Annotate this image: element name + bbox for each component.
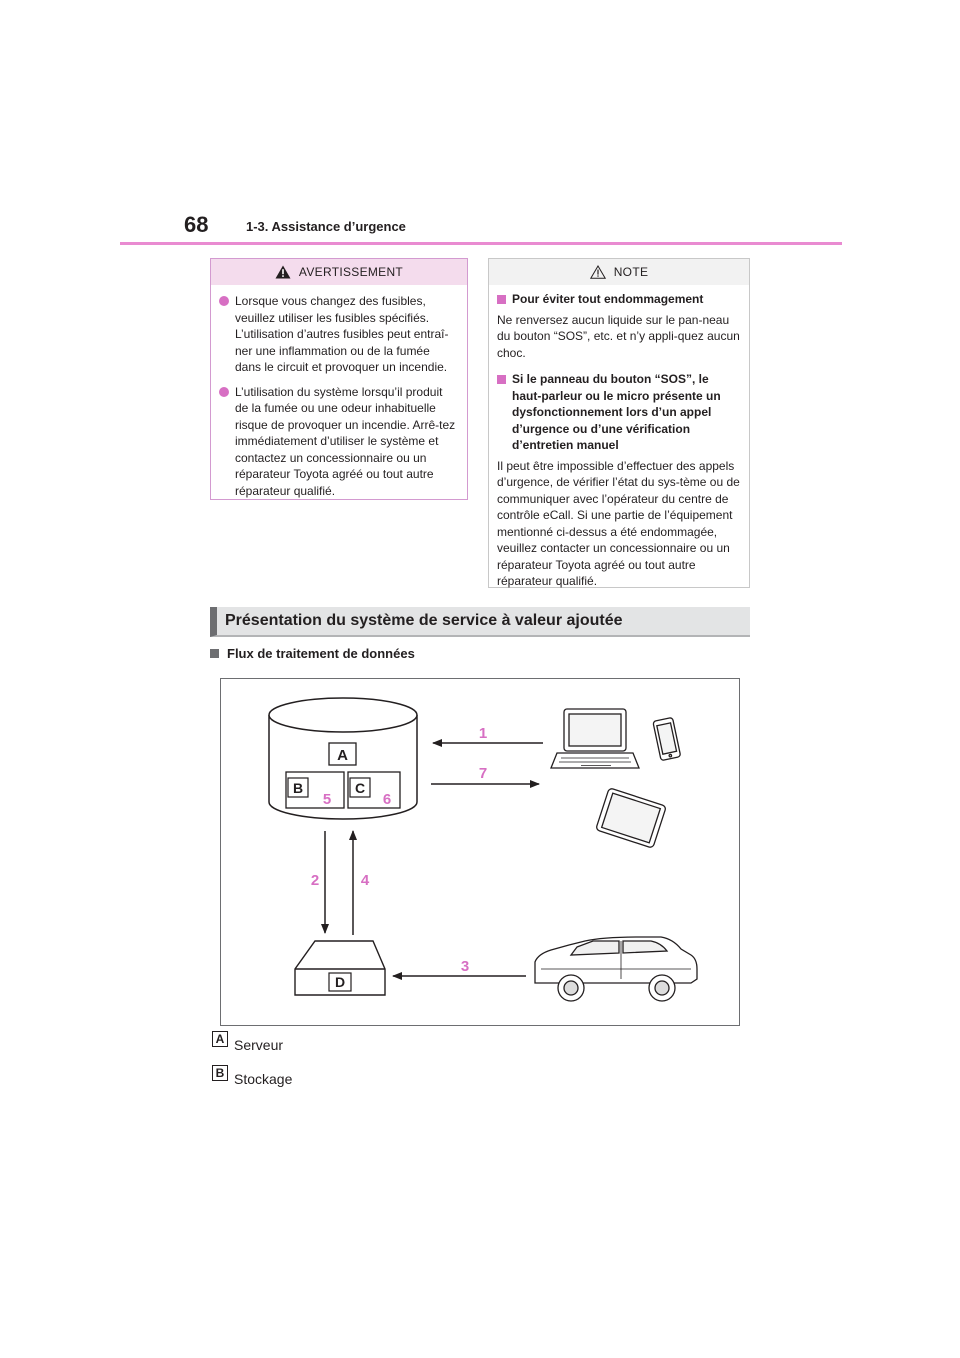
square-bullet-icon	[497, 375, 506, 384]
number-4: 4	[360, 872, 370, 889]
label-d: D	[334, 974, 346, 990]
number-2: 2	[310, 872, 320, 889]
note-subheading: Pour éviter tout endommagement	[497, 291, 741, 308]
warning-list	[217, 293, 459, 499]
warning-item-text: Lorsque vous changez des fusibles, veuillez utiliser les fusibles spécifiés. L’utilisation d’autres fusibles peut entraî-ner une inflammation ou de la fumée dans le circuit et provoquer un incendie.	[235, 294, 449, 374]
warning-item-text: L’utilisation du système lorsqu’il produit de la fumée ou une odeur inhabituelle risque de provoquer un incendie. Arrê-tez immédiatement d’utiliser le système et contactez un concessionnaire ou un réparateur Toyota agréé ou tout autre réparateur qualifié.	[235, 384, 456, 498]
page-number: 68	[184, 212, 209, 237]
section-title: Présentation du système de service à valeur ajoutée	[225, 612, 623, 629]
note-subheading: Si le panneau du bouton “SOS”, le haut-parleur ou le micro présente un dysfonctionnement lors d’un appel d’urgence ou d’une vérification d’entretien manuel	[497, 371, 741, 454]
square-bullet-icon	[497, 295, 506, 304]
number-5: 5	[322, 791, 332, 808]
number-3: 3	[460, 958, 470, 975]
note-paragraph: Ne renversez aucun liquide sur le pan-neau du bouton “SOS”, etc. et n’y appli-quez aucun choc.	[497, 312, 740, 360]
note-body	[489, 285, 749, 590]
subheading: Flux de traitement de données	[210, 646, 415, 661]
warning-box	[210, 258, 468, 500]
label-c: C	[354, 780, 366, 796]
caution-triangle-icon	[590, 265, 606, 279]
laptop-icon	[551, 709, 639, 768]
legend-text: Serveur	[234, 1037, 284, 1053]
label-b: B	[292, 780, 304, 796]
legend-key-b: B	[212, 1065, 228, 1081]
legend-item-storage	[212, 1066, 293, 1087]
warning-triangle-icon	[275, 265, 291, 279]
warning-item	[217, 293, 459, 376]
warning-title: AVERTISSEMENT	[298, 265, 404, 279]
smartphone-icon	[653, 717, 681, 760]
legend-item-server	[212, 1032, 284, 1053]
square-bullet-icon	[210, 649, 219, 658]
warning-header	[211, 259, 467, 285]
legend-key-a: A	[212, 1031, 228, 1047]
data-flow-diagram	[220, 678, 740, 1026]
note-box	[488, 258, 750, 588]
note-title: NOTE	[613, 265, 649, 279]
section-heading-bar	[210, 607, 750, 637]
number-7: 7	[478, 765, 488, 782]
warning-item	[217, 384, 459, 500]
header-divider	[120, 242, 842, 245]
number-6: 6	[382, 791, 392, 808]
diagram-canvas	[221, 679, 741, 1027]
bullet-icon	[219, 296, 229, 306]
chapter-title: 1-3. Assistance d’urgence	[246, 219, 406, 234]
bullet-icon	[219, 387, 229, 397]
label-a: A	[337, 747, 348, 764]
car-icon	[535, 937, 697, 1001]
note-paragraph: Il peut être impossible d’effectuer des appels d’urgence, de vérifier l’état du sys-tème ou de communiquer avec l’opérateur du centre de contrôle eCall. Si une partie de l’équipement mentionné ci-dessus a été endommagée, veuillez contacter un concessionnaire ou un réparateur Toyota agréé ou tout autre réparateur qualifié.	[497, 458, 740, 588]
legend-text: Stockage	[234, 1071, 293, 1087]
number-1: 1	[478, 725, 488, 742]
note-header	[489, 259, 749, 285]
tablet-icon	[596, 788, 667, 848]
